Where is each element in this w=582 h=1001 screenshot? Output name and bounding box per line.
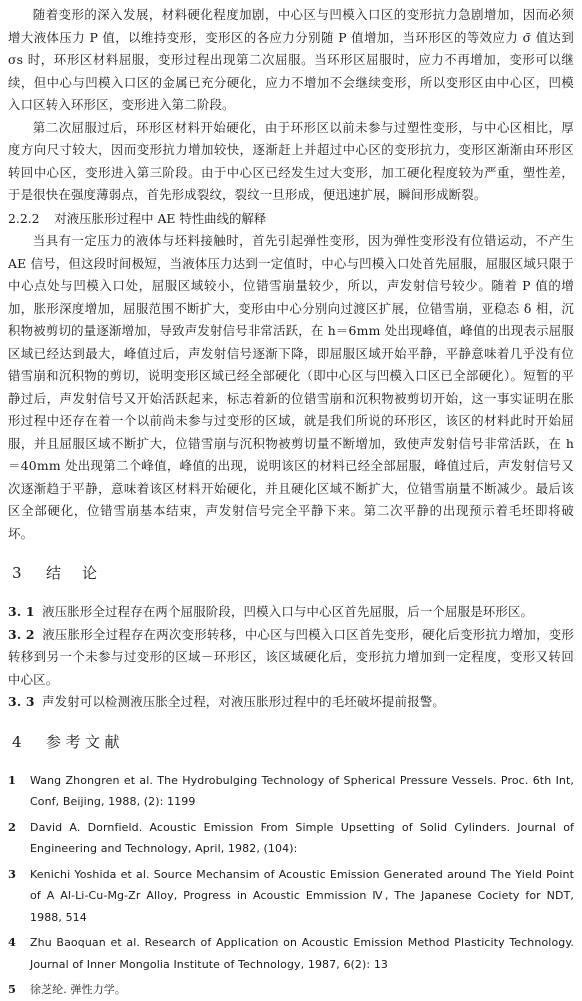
section-title: 结论 [46, 564, 119, 582]
body-paragraph: 随着变形的深入发展，材料硬化程度加剧，中心区与凹模入口区的变形抗力急剧增加，因而必须增大液体压力 P 值，以维持变形，变形区的各应力分别随 P 值增加，当环形区的等效应力 σ̄ 值达到 σs 时，环形区材料屈服，变形过程出现第二次屈服。当环形区屈服时，应力不再增加，变形可以继续，但中心与凹模入口区的金属已充分硬化，应力不增加不会继续变形，所以变形区由中心区，凹模入口区转入环形区，变形进入第二阶段。 [8, 7, 574, 112]
body-paragraph: 第二次屈服过后，环形区材料开始硬化，由于环形区以前未参与过塑性变形，与中心区相比，厚度方向尺寸较大，因而变形抗力增加较快，逐渐赶上并超过中心区的变形抗力，变形区渐渐由环形区转回中心区，变形进入第三阶段。由于中心区已经发生过大变形，加工硬化程度较为严重，塑性差，于是很快在强度薄弱点，首先形成裂纹，裂纹一旦形成，便迅速扩展，瞬间形成断裂。 [8, 119, 574, 202]
section-heading-references [12, 732, 574, 752]
reference-number: 4 [8, 935, 16, 949]
conclusion-text: 液压胀形全过程存在两个屈服阶段，凹模入口与中心区首先屈服，后一个屈服是环形区。 [42, 604, 534, 619]
reference-text: David A. Dornfield. Acoustic Emission From Simple Upsetting of Solid Cylinders. Journal of Engineering and Technology, April, 1982, (104): [30, 820, 574, 855]
conclusion-item [8, 691, 574, 714]
reference-number: 3 [8, 866, 16, 881]
reference-item [8, 770, 574, 813]
reference-number: 1 [8, 772, 16, 787]
reference-text: 徐芝纶. 弹性力学。 [30, 983, 126, 996]
conclusion-item [8, 624, 574, 692]
reference-item [8, 979, 574, 1001]
section-heading-conclusion [12, 563, 574, 583]
conclusion-item [8, 601, 574, 624]
subsection-number: 2.2.2 [8, 210, 40, 226]
section-title: 参考文献 [46, 732, 125, 751]
conclusion-text: 液压胀形全过程存在两次变形转移，中心区与凹模入口区首先变形，硬化后变形抗力增加，变形转移到另一个未参与过变形的区域－环形区，该区域硬化后，变形抗力增加到一定程度，变形又转回中心区。 [8, 626, 574, 687]
body-paragraph: 当具有一定压力的液体与坯料接触时，首先引起弹性变形，因为弹性变形没有位错运动，不产生 AE 信号，但这段时间极短，当液体压力达到一定值时，中心与凹模入口处首先屈服，屈服区域只限于中心点处与凹模入口处，屈服区域较小，位错雪崩量较少，所以，声发射信号较少。随着 P 值的增加，胀形深度增加，屈服范围不断扩大，变形由中心分别向过渡区扩展，位错雪崩，亚稳态 δ 相，沉积物被剪切的量逐渐增加，导致声发射信号非常活跃，在 h＝6mm 处出现峰值，峰值的出现表示屈服区域已经达到最大，峰值过后，声发射信号逐渐下降，即屈服区域开始平静，平静意味着几乎没有位错雪崩和沉积物的剪切，说明变形区域已经全部硬化（即中心区与凹模入口区已全部硬化）。短暂的平静过后，声发射信号又开始活跃起来，标志着新的位错雪崩和沉积物被剪切开始，这一事实证明在胀形过程中还存在着一个以前尚未参与过变形的区域，就是我们所说的环形区，该区的材料此时开始屈服，并且屈服区域不断扩大，位错雪崩与沉积物被剪切量不断增加，致使声发射信号非常活跃，在 h＝40mm 处出现第二个峰值，峰值的出现，说明该区的材料已经全部屈服，峰值过后，声发射信号又次逐渐趋于平静，意味着该区材料开始硬化，并且硬化区域不断扩大，位错雪崩量不断减少。最后该区全部硬化，位错雪崩基本结束，声发射信号完全平静下来。第二次平静的出现预示着毛坯即将破坏。 [8, 233, 574, 541]
conclusion-text: 声发射可以检测液压胀全过程，对液压胀形过程中的毛坯破坏提前报警。 [42, 694, 446, 709]
subsection-title: 对液压胀形过程中 AE 特性曲线的解释 [54, 210, 267, 226]
reference-number: 5 [8, 982, 16, 996]
reference-number: 2 [8, 819, 16, 834]
reference-text: Zhu Baoquan et al. Research of Application on Acoustic Emission Method Plasticity Technology. Journal of Inner Mongolia Institute of Technology, 1987, 6(2): 13 [30, 936, 574, 971]
reference-item [8, 817, 574, 860]
reference-list [8, 770, 574, 1001]
reference-text: Kenichi Yoshida et al. Source Mechansim of Acoustic Emission Generated around The Yield Point of A Al-Li-Cu-Mg-Zr Alloy, Progress in Acoustic Emmission Ⅳ, The Japanese Cociety for NDT, 1988, 514 [30, 867, 574, 924]
reference-item [8, 932, 574, 975]
section-number: 3 [12, 564, 23, 582]
reference-text: Wang Zhongren et al. The Hydrobulging Technology of Spherical Pressure Vessels. Proc. 6th Int, Conf, Beijing, 1988, (2): 1199 [30, 773, 574, 808]
section-number: 4 [12, 732, 23, 751]
reference-item [8, 864, 574, 929]
conclusion-number: 3. 2 [8, 626, 35, 642]
subsection-heading [8, 208, 574, 231]
conclusion-number: 3. 3 [8, 694, 35, 709]
conclusion-number: 3. 1 [8, 604, 35, 619]
